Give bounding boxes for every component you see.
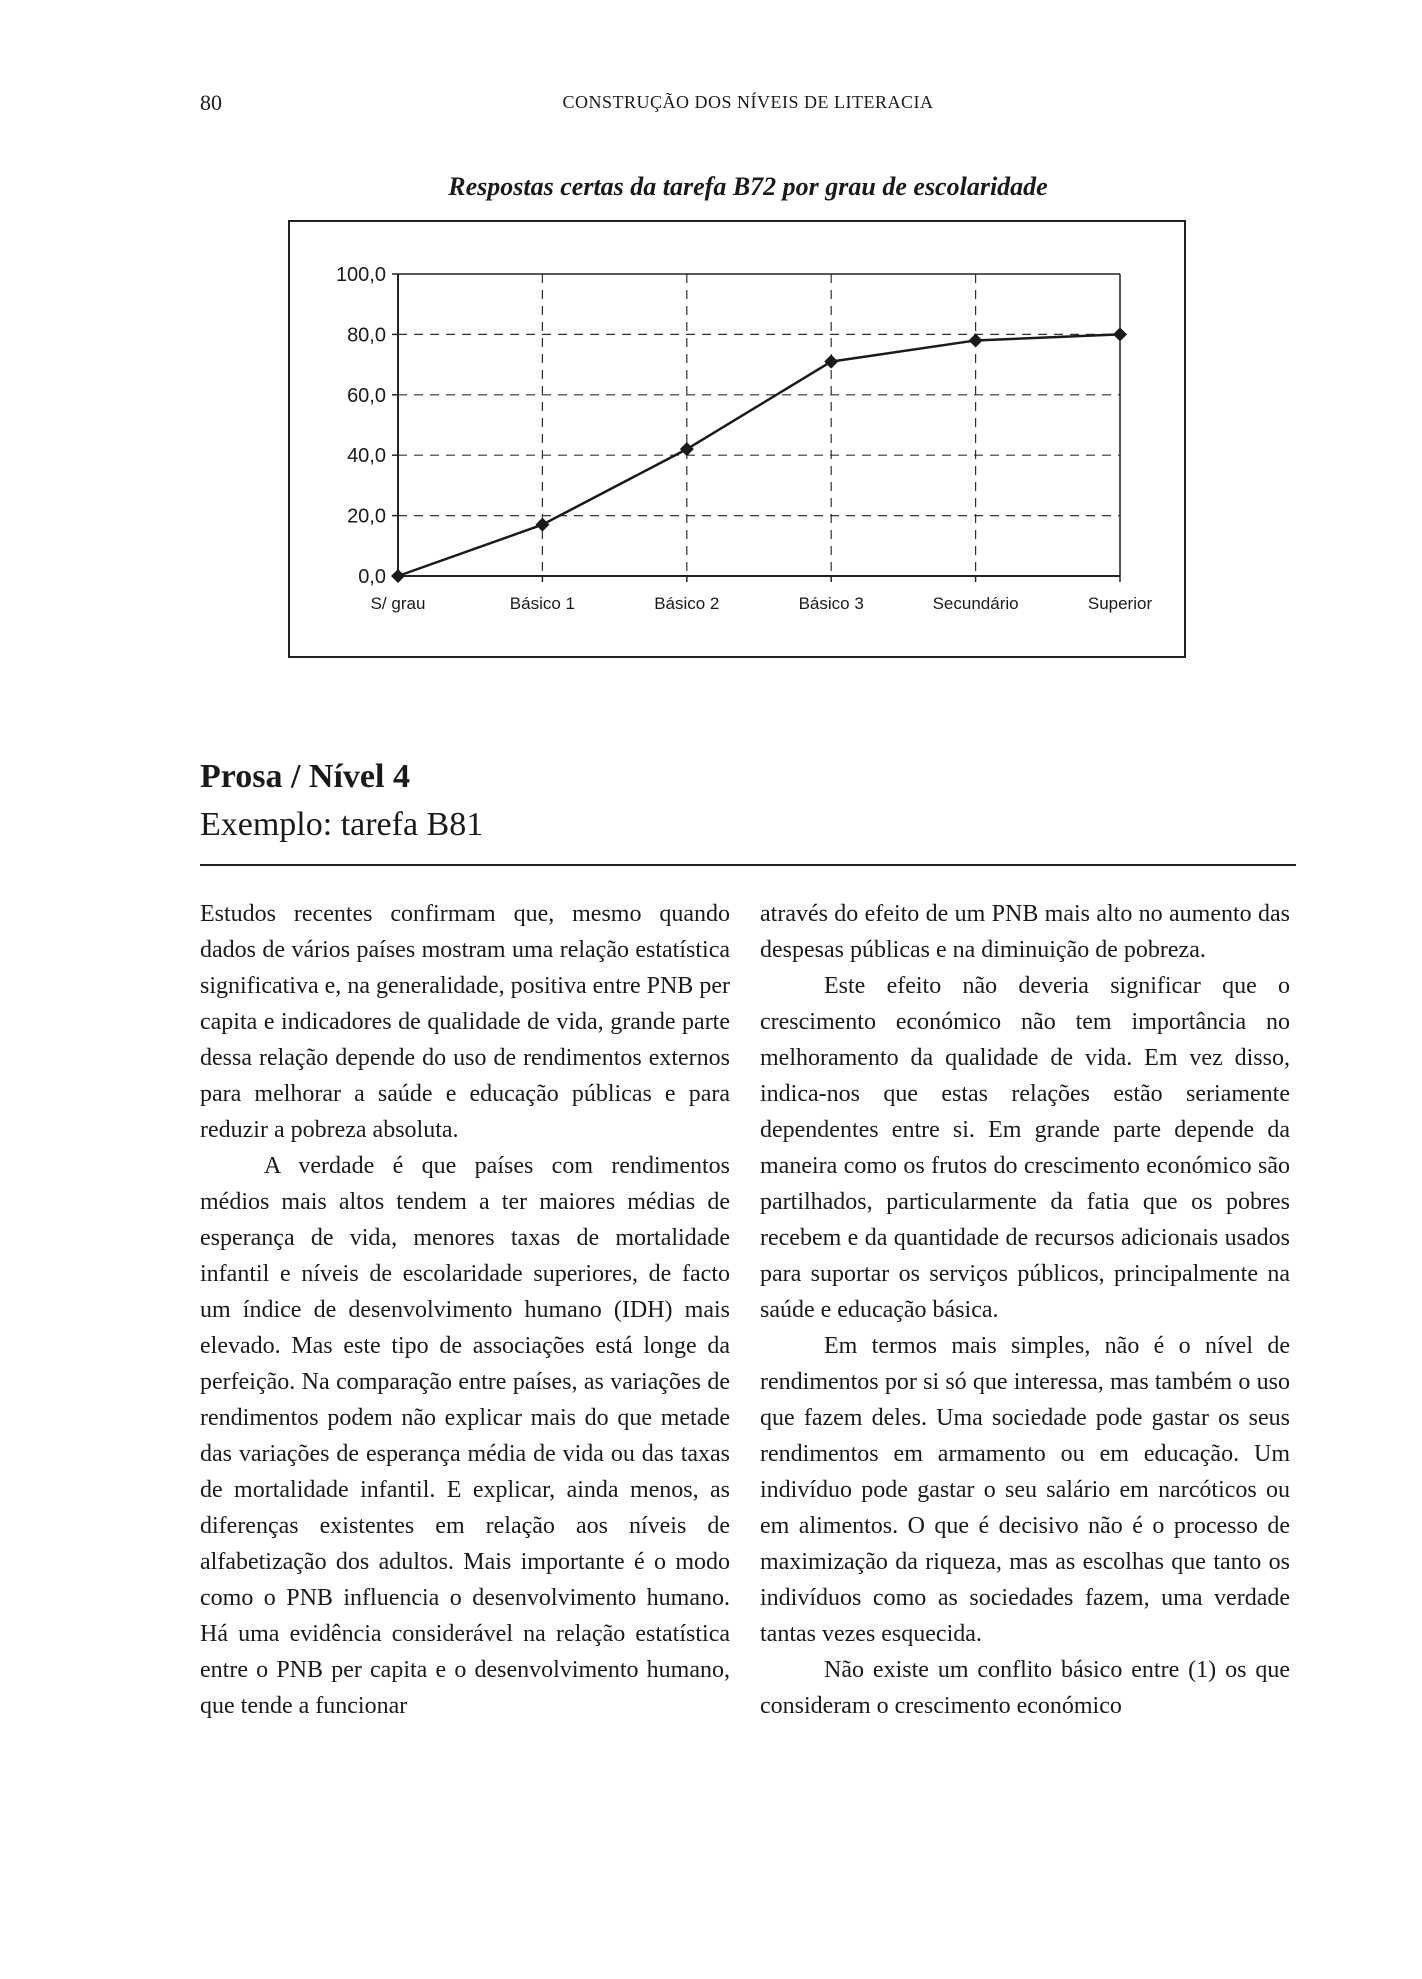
chart-grid: [398, 274, 1120, 576]
paragraph: Este efeito não deveria significar que o crescimento económico não tem importância no melhoramento da qualidade de vida. Em vez disso, indica-nos que estas relações estão seriamente dependentes entre si. Em grande parte depende da maneira como os frutos do crescimento económico são partilhados, particularmente da fatia que os pobres recebem e da quantidade de recursos adicionais usados para suportar os serviços públicos, principalmente na saúde e educação básica.: [760, 973, 1290, 1323]
y-axis-ticks: [336, 264, 398, 588]
data-point: [969, 333, 983, 347]
data-point: [680, 442, 694, 456]
x-tick-label: Básico 2: [654, 594, 720, 613]
y-tick-label: 60,0: [347, 384, 386, 407]
section-rule: [200, 864, 1296, 866]
y-tick-label: 100,0: [335, 264, 386, 286]
y-tick-label: 80,0: [347, 324, 386, 347]
data-point: [535, 518, 549, 532]
text-column-left: [200, 896, 730, 1724]
x-tick-label: Secundário: [932, 594, 1019, 613]
text-column-right: [760, 896, 1290, 1724]
paragraph: Em termos mais simples, não é o nível de rendimentos por si só que interessa, mas também o uso que fazem deles. Uma sociedade pode gastar os seus rendimentos em armamento ou em educação. Um indivíduo pode gastar o seu salário em narcóticos ou em alimentos. O que é decisivo não é o processo de maximização da riqueza, mas as escolhas que tanto os indivíduos como as sociedades fazem, uma verdade tantas vezes esquecida.: [760, 1333, 1290, 1647]
data-point: [824, 355, 838, 369]
x-tick-label: Básico 1: [509, 594, 576, 613]
x-axis-ticks: [371, 576, 1153, 613]
y-tick-label: 0,0: [358, 566, 386, 588]
data-point: [391, 569, 405, 583]
y-tick-label: 20,0: [347, 505, 386, 528]
line-chart: [290, 222, 1184, 656]
paragraph: Não existe um conflito básico entre (1) os que consideram o crescimento económico: [760, 1657, 1290, 1719]
x-tick-label: S/ grau: [370, 594, 426, 613]
data-point: [1113, 327, 1127, 341]
paragraph: através do efeito de um PNB mais alto no aumento das despesas públicas e na diminuição de pobreza.: [760, 901, 1290, 963]
chart-frame: [288, 220, 1186, 658]
x-tick-label: Superior: [1087, 594, 1153, 613]
x-tick-label: Básico 3: [798, 594, 864, 613]
page-number: 80: [200, 90, 222, 115]
paragraph: Estudos recentes confirmam que, mesmo quando dados de vários países mostram uma relação estatística significativa e, na generalidade, positiva entre PNB per capita e indicadores de qualidade de vida, grande parte dessa relação depende do uso de rendimentos externos para melhorar a saúde e educação públicas e para reduzir a pobreza absoluta.: [200, 901, 730, 1143]
y-tick-label: 40,0: [347, 445, 386, 468]
chart-title: Respostas certas da tarefa B72 por grau de escolaridade: [448, 172, 1048, 201]
paragraph: A verdade é que países com rendimentos médios mais altos tendem a ter maiores médias de esperança de vida, menores taxas de mortalidade infantil e níveis de escolaridade superiores, de facto um índice de desenvolvimento humano (IDH) mais elevado. Mas este tipo de associações está longe da perfeição. Na comparação entre países, as variações de rendimentos podem não explicar mais do que metade das variações de esperança média de vida ou das taxas de mortalidade infantil. E explicar, ainda menos, as diferenças existentes em relação aos níveis de alfabetização dos adultos. Mais importante é o modo como o PNB influencia o desenvolvimento humano. Há uma evidência considerável na relação estatística entre o PNB per capita e o desenvolvimento humano, que tende a funcionar: [200, 1153, 730, 1719]
section-title: Prosa / Nível 4: [200, 758, 410, 795]
section-subtitle: Exemplo: tarefa B81: [200, 806, 484, 843]
running-head: CONSTRUÇÃO DOS NÍVEIS DE LITERACIA: [562, 92, 934, 112]
